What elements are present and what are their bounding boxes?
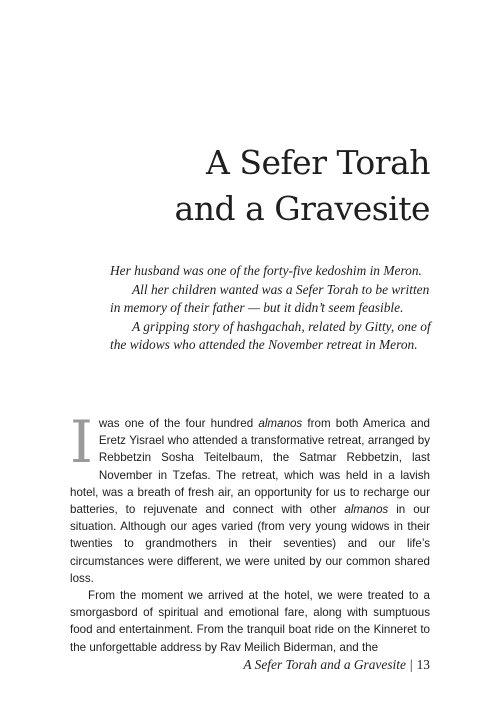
page-number: 13 <box>416 657 430 672</box>
intro-paragraph: Her husband was one of the forty-five kedoshim in Meron. <box>110 263 422 278</box>
intro-paragraph: All her children wanted was a Sefer Torah to be written in memory of their father — but it didn’t seem feasible. <box>110 281 430 316</box>
body-paragraph: From the moment we arrived at the hotel, we were treated to a smorgasbord of spiritual and emotional fare, along with sumptuous food and entertainment. From the tranquil boat ride on the Kinneret to the unforgettable address by Rav Meilich Biderman, and the <box>70 589 430 654</box>
chapter-intro <box>110 262 432 355</box>
chapter-body <box>70 408 430 656</box>
italic-term: almanos <box>258 417 303 430</box>
running-title: A Sefer Torah and a Gravesite <box>243 657 406 672</box>
body-text-run: was one of the four hundred <box>98 417 259 430</box>
intro-paragraph: A gripping story of hashgachah, related by Gitty, one of the widows who attended the November retreat in Meron. <box>110 318 431 353</box>
italic-term: almanos <box>344 503 389 517</box>
drop-cap: I <box>70 408 93 476</box>
body-text-run: from both America and Eretz Yisrael who attended a transformative retreat, arranged by Rebbetzin Sosha Teitelbaum, the Satmar Rebbetzin, last November in Tzefas. The retreat, which was held in a lavish hotel, was a breath of fresh air, an opportunity for us to recharge our batteries, to rejuvenate and connect with other <box>70 417 430 517</box>
chapter-title-line-2: and a Gravesite <box>174 189 430 228</box>
body-paragraph <box>70 408 430 587</box>
chapter-title-line-1: A Sefer Torah <box>206 143 430 182</box>
chapter-title <box>50 140 430 232</box>
folio-separator: | <box>409 657 413 672</box>
page-footer <box>243 657 430 673</box>
body-text-run: in our situation. Although our ages varied (from very young widows in their twenties to grandmothers in their seventies) and our life’s circumstances were different, we were united by our common shared loss. <box>70 503 430 585</box>
